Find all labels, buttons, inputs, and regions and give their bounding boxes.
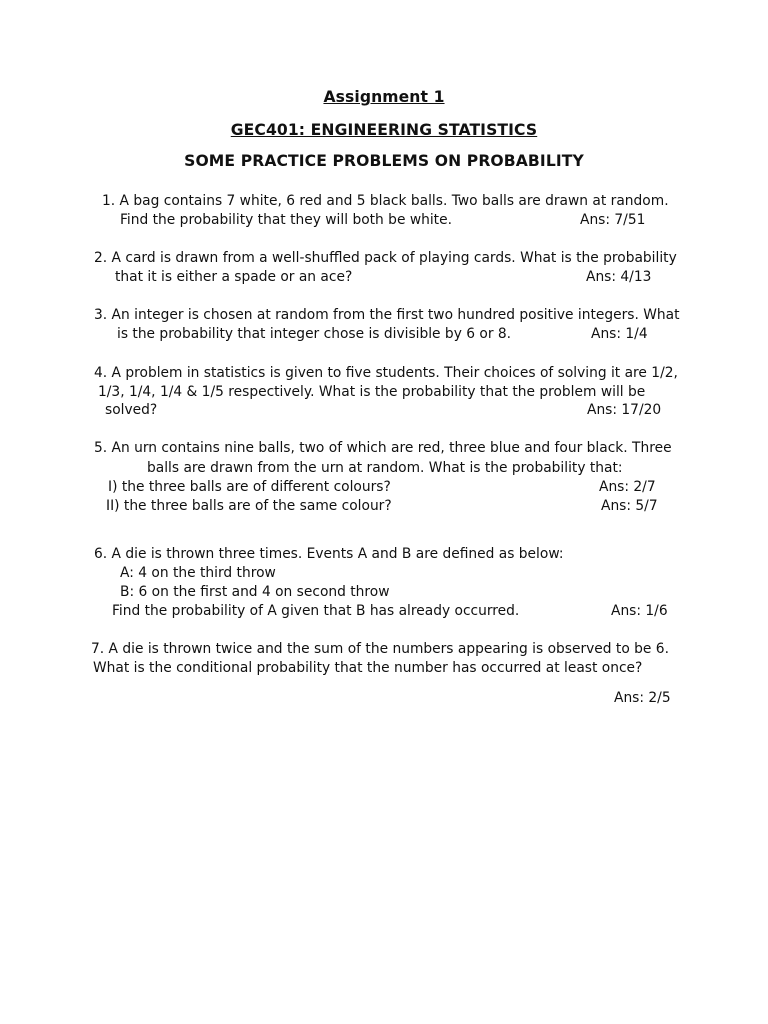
problem-5-answer-i: Ans: 2/7 xyxy=(599,479,656,495)
document-subtitle: SOME PRACTICE PROBLEMS ON PROBABILITY xyxy=(184,152,584,170)
problem-2-answer: Ans: 4/13 xyxy=(586,269,652,285)
problem-4-line-3: solved? xyxy=(105,402,158,418)
course-title: GEC401: ENGINEERING STATISTICS xyxy=(230,121,538,139)
problem-4-line-2: 1/3, 1/4, 1/4 & 1/5 respectively. What is the probability that the problem will be xyxy=(98,384,646,400)
problem-5-line-1: 5. An urn contains nine balls, two of which are red, three blue and four black. Three xyxy=(94,440,672,456)
assignment-title: Assignment 1 xyxy=(323,88,445,106)
problem-2-line-2: that it is either a spade or an ace? xyxy=(115,269,353,285)
problem-6-event-b: B: 6 on the first and 4 on second throw xyxy=(120,584,390,600)
problem-6-answer: Ans: 1/6 xyxy=(611,603,668,619)
problem-7-answer: Ans: 2/5 xyxy=(614,690,671,706)
problem-2-line-1: 2. A card is drawn from a well-shuffled pack of playing cards. What is the probability xyxy=(94,250,677,266)
problem-5-line-2: balls are drawn from the urn at random. What is the probability that: xyxy=(147,460,623,476)
problem-5-part-i: I) the three balls are of different colours? xyxy=(108,479,391,495)
problem-4-line-1: 4. A problem in statistics is given to five students. Their choices of solving it are 1/2, xyxy=(94,365,678,381)
problem-7-line-2: What is the conditional probability that the number has occurred at least once? xyxy=(93,660,643,676)
problem-3-line-2: is the probability that integer chose is divisible by 6 or 8. xyxy=(117,326,512,342)
problem-1-answer: Ans: 7/51 xyxy=(580,212,646,228)
problem-4-answer: Ans: 17/20 xyxy=(587,402,662,418)
problem-6-event-a: A: 4 on the third throw xyxy=(120,565,276,581)
problem-6-line-1: 6. A die is thrown three times. Events A and B are defined as below: xyxy=(94,546,564,562)
problem-1-line-2: Find the probability that they will both be white. xyxy=(120,212,452,228)
problem-6-line-4: Find the probability of A given that B has already occurred. xyxy=(112,603,520,619)
problem-3-line-1: 3. An integer is chosen at random from the first two hundred positive integers. What xyxy=(94,307,680,323)
problem-7-line-1: 7. A die is thrown twice and the sum of the numbers appearing is observed to be 6. xyxy=(91,641,669,657)
problem-1-line-1: 1. A bag contains 7 white, 6 red and 5 black balls. Two balls are drawn at random. xyxy=(102,193,669,209)
problem-5-answer-ii: Ans: 5/7 xyxy=(601,498,658,514)
problem-3-answer: Ans: 1/4 xyxy=(591,326,648,342)
problem-5-part-ii: II) the three balls are of the same colour? xyxy=(106,498,392,514)
